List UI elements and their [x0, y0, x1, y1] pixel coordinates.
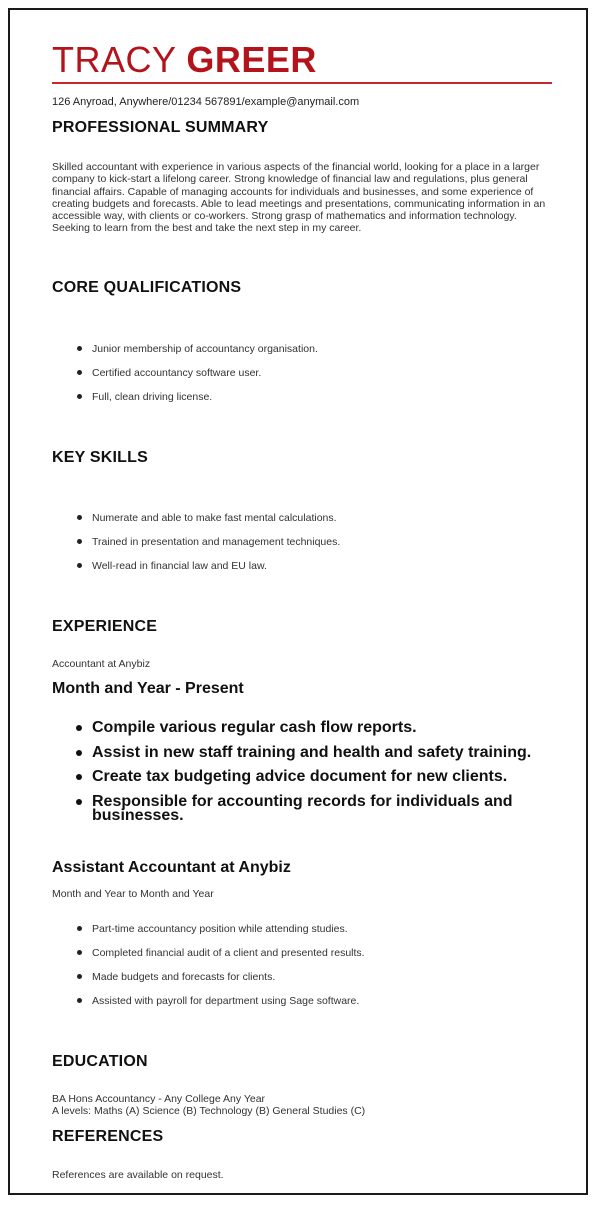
- list-item: Completed financial audit of a client and presented results.: [52, 946, 552, 970]
- list-item: Trained in presentation and management techniques.: [52, 535, 552, 559]
- job1-duties-list: [52, 721, 542, 833]
- list-item: Well-read in financial law and EU law.: [52, 559, 552, 583]
- contact-details: 126 Anyroad, Anywhere/01234 567891/example@anymail.com: [52, 96, 360, 108]
- list-item: Create tax budgeting advice document for new clients.: [52, 770, 542, 784]
- references-text: References are available on request.: [52, 1169, 224, 1181]
- candidate-name: [52, 40, 317, 80]
- summary-heading: PROFESSIONAL SUMMARY: [52, 119, 269, 136]
- summary-text: Skilled accountant with experience in various aspects of the financial world, looking for a place in a larger company to kick-start a lifelong career. Strong knowledge of financial law and regulations, plus general financial affairs. Capable of managing accounts for individuals and businesses, and some experience of creating budgets and forecasts. Able to lead meetings and presentations, communicating information in an accessible way, with clients or co-workers. Strong grasp of mathematics and information technology. Seeking to learn from the best and take the next step in my career.: [52, 161, 546, 235]
- references-heading: REFERENCES: [52, 1128, 164, 1145]
- job2-duties-list: [52, 922, 552, 1018]
- job2-dates: Month and Year to Month and Year: [52, 888, 214, 900]
- last-name: GREER: [186, 39, 317, 80]
- header-divider: [52, 82, 552, 84]
- list-item: Compile various regular cash flow reports.: [52, 721, 542, 735]
- cv-frame: [8, 8, 588, 1195]
- list-item: Responsible for accounting records for individuals and businesses.: [52, 795, 542, 823]
- list-item: Assist in new staff training and health and safety training.: [52, 746, 542, 760]
- skills-heading: KEY SKILLS: [52, 449, 148, 466]
- experience-heading: EXPERIENCE: [52, 618, 158, 635]
- list-item: Assisted with payroll for department using Sage software.: [52, 994, 552, 1018]
- list-item: Made budgets and forecasts for clients.: [52, 970, 552, 994]
- education-degree: BA Hons Accountancy - Any College Any Year: [52, 1093, 266, 1105]
- job2-role: Assistant Accountant at Anybiz: [52, 859, 291, 876]
- education-a-levels: A levels: Maths (A) Science (B) Technology (B) General Studies (C): [52, 1105, 366, 1117]
- list-item: Certified accountancy software user.: [52, 366, 552, 390]
- list-item: Part-time accountancy position while attending studies.: [52, 922, 552, 946]
- qualifications-heading: CORE QUALIFICATIONS: [52, 279, 242, 296]
- list-item: Numerate and able to make fast mental calculations.: [52, 511, 552, 535]
- list-item: Full, clean driving license.: [52, 390, 552, 414]
- list-item: Junior membership of accountancy organisation.: [52, 342, 552, 366]
- skills-list: [52, 511, 552, 583]
- first-name: TRACY: [52, 39, 176, 80]
- job1-dates: Month and Year - Present: [52, 680, 244, 697]
- education-heading: EDUCATION: [52, 1053, 148, 1070]
- job1-role: Accountant at Anybiz: [52, 658, 151, 670]
- qualifications-list: [52, 342, 552, 414]
